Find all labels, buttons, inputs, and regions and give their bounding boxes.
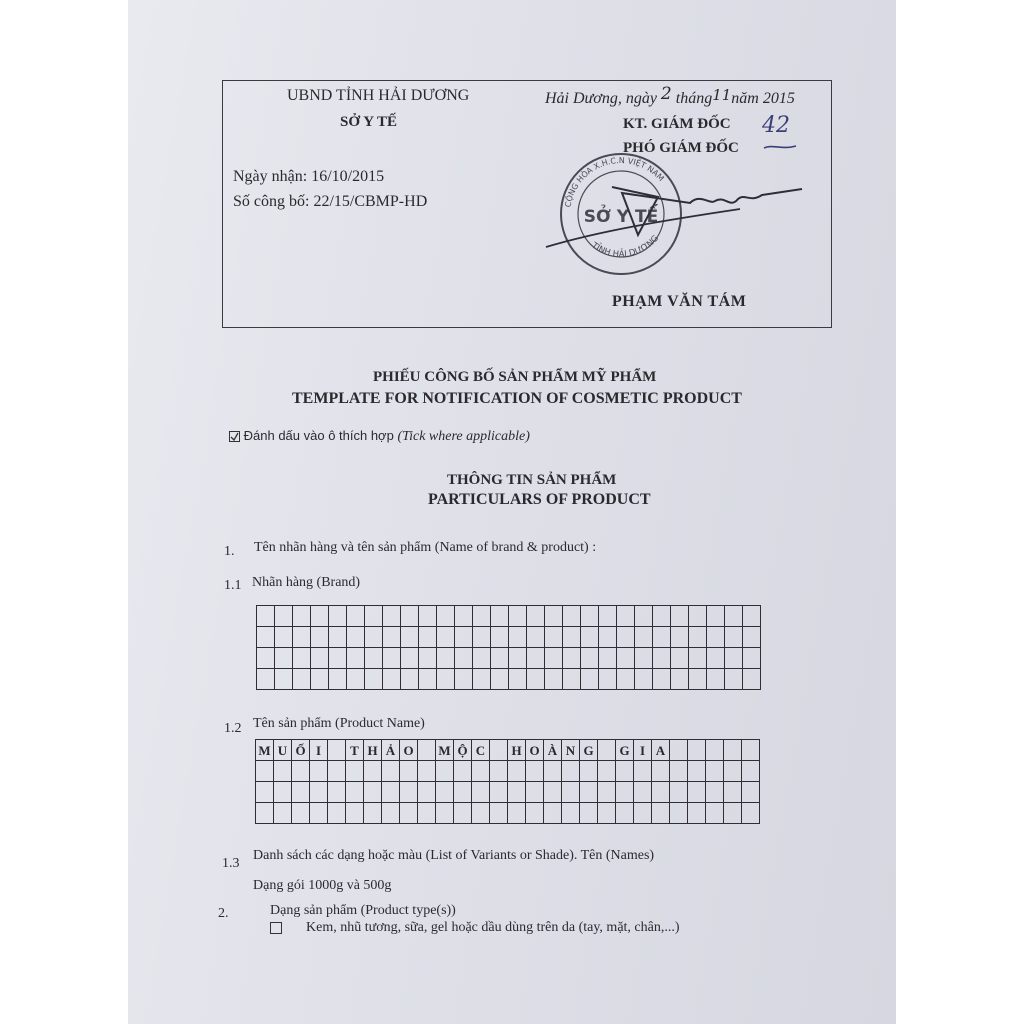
brand-grid-cell (365, 669, 383, 690)
product-grid-cell: Ả (382, 740, 400, 761)
brand-grid-row (257, 627, 761, 648)
form-title-en: TEMPLATE FOR NOTIFICATION OF COSMETIC PRODUCT (292, 390, 742, 407)
brand-grid-cell (581, 606, 599, 627)
product-grid-cell (256, 803, 274, 824)
product-grid-cell (562, 803, 580, 824)
brand-grid-row (257, 669, 761, 690)
brand-grid-cell (293, 606, 311, 627)
brand-grid-cell (311, 648, 329, 669)
brand-grid-cell (311, 606, 329, 627)
brand-grid-cell (545, 669, 563, 690)
product-grid-cell (706, 761, 724, 782)
product-grid-row (256, 740, 760, 761)
brand-grid-cell (257, 669, 275, 690)
brand-grid-cell (473, 627, 491, 648)
product-grid-cell (580, 803, 598, 824)
product-grid-cell (688, 761, 706, 782)
brand-grid-cell (275, 669, 293, 690)
item13-number: 1.3 (222, 856, 240, 871)
brand-grid-cell (545, 648, 563, 669)
product-grid-cell (670, 740, 688, 761)
product-grid-cell: I (634, 740, 652, 761)
product-grid-cell (544, 782, 562, 803)
brand-grid-cell (455, 627, 473, 648)
brand-grid-cell (635, 648, 653, 669)
date-prefix: Hải Dương, ngày (545, 90, 657, 107)
signer-role1: KT. GIÁM ĐỐC (623, 116, 731, 132)
product-grid-cell (346, 761, 364, 782)
date-day: 2 (660, 84, 672, 104)
stamp-text-center: SỞ Y TẾ (583, 207, 659, 227)
product-grid-cell (364, 803, 382, 824)
brand-grid-cell (293, 669, 311, 690)
brand-grid-cell (671, 669, 689, 690)
product-grid-cell (724, 761, 742, 782)
product-grid-cell: I (310, 740, 328, 761)
issue-date (545, 84, 795, 108)
brand-grid-cell (419, 606, 437, 627)
product-grid-cell (490, 803, 508, 824)
product-grid-cell (616, 803, 634, 824)
product-grid-cell (508, 803, 526, 824)
product-grid-cell (598, 740, 616, 761)
product-grid-cell (634, 803, 652, 824)
brand-grid-cell (347, 627, 365, 648)
product-grid-cell (454, 761, 472, 782)
product-grid-cell (670, 761, 688, 782)
brand-grid-cell (689, 627, 707, 648)
product-grid-cell (274, 803, 292, 824)
signer-name: PHẠM VĂN TÁM (612, 293, 747, 310)
product-grid-cell (544, 761, 562, 782)
product-grid-cell (346, 782, 364, 803)
product-grid-cell (346, 803, 364, 824)
product-grid-cell (274, 761, 292, 782)
brand-grid-cell (527, 669, 545, 690)
signer-role2: PHÓ GIÁM ĐỐC (623, 140, 739, 156)
brand-grid-cell (635, 669, 653, 690)
item13-label: Danh sách các dạng hoặc màu (List of Variants or Shade). Tên (Names) (253, 848, 655, 863)
brand-grid-cell (671, 648, 689, 669)
brand-grid-cell (455, 648, 473, 669)
product-grid-cell (310, 761, 328, 782)
product-grid-cell (328, 740, 346, 761)
brand-grid-cell (599, 669, 617, 690)
product-grid-cell (490, 782, 508, 803)
product-grid-cell (418, 761, 436, 782)
item13-value: Dạng gói 1000g và 500g (253, 878, 392, 893)
handwritten-signature (540, 165, 820, 260)
brand-grid-cell (581, 648, 599, 669)
product-grid-cell (490, 761, 508, 782)
brand-grid-cell (599, 606, 617, 627)
date-year-label: năm 2015 (731, 90, 795, 107)
product-grid-cell: G (616, 740, 634, 761)
brand-grid-cell (653, 606, 671, 627)
brand-grid-cell (653, 648, 671, 669)
org-line1: UBND TỈNH HẢI DƯƠNG (287, 87, 470, 104)
product-grid-cell (724, 782, 742, 803)
brand-grid-cell (689, 648, 707, 669)
brand-grid-cell (707, 606, 725, 627)
brand-grid-cell (599, 648, 617, 669)
brand-grid-cell (257, 627, 275, 648)
product-grid-cell (544, 803, 562, 824)
brand-grid-cell (383, 669, 401, 690)
product-grid-cell (256, 761, 274, 782)
product-grid-cell: H (508, 740, 526, 761)
date-month-label: tháng (675, 90, 713, 107)
brand-grid-cell (473, 648, 491, 669)
item11-label: Nhãn hàng (Brand) (252, 575, 361, 590)
product-grid-cell (400, 803, 418, 824)
product-grid-cell (274, 782, 292, 803)
product-grid-cell (436, 803, 454, 824)
product-grid-cell: À (544, 740, 562, 761)
brand-grid-cell (491, 627, 509, 648)
brand-grid-cell (365, 648, 383, 669)
brand-grid-cell (509, 648, 527, 669)
brand-grid-cell (275, 606, 293, 627)
brand-grid-cell (347, 606, 365, 627)
brand-grid-cell (725, 669, 743, 690)
product-grid-cell (742, 740, 760, 761)
product-grid-cell: N (562, 740, 580, 761)
brand-grid-cell (257, 606, 275, 627)
brand-grid-cell (257, 648, 275, 669)
brand-grid-cell (707, 669, 725, 690)
brand-grid-cell (437, 669, 455, 690)
brand-grid-cell (401, 627, 419, 648)
product-grid-cell (436, 782, 454, 803)
product-grid-cell: A (652, 740, 670, 761)
product-grid-cell (688, 803, 706, 824)
brand-grid-cell (401, 606, 419, 627)
brand-grid-cell (401, 669, 419, 690)
item1-label: Tên nhãn hàng và tên sản phẩm (Name of brand & product) : (254, 540, 597, 555)
product-grid-cell (472, 803, 490, 824)
product-grid-cell: T (346, 740, 364, 761)
product-grid-cell (382, 761, 400, 782)
item2-number: 2. (218, 906, 229, 921)
brand-grid-cell (707, 627, 725, 648)
announce-number: Số công bố: 22/15/CBMP-HD (233, 193, 428, 210)
product-grid-cell (418, 803, 436, 824)
product-grid-cell (454, 782, 472, 803)
brand-grid-cell (563, 669, 581, 690)
brand-grid-cell (419, 669, 437, 690)
product-grid-cell (598, 803, 616, 824)
brand-grid-cell (437, 627, 455, 648)
item2-label: Dạng sản phẩm (Product type(s)) (270, 903, 456, 918)
brand-grid-cell (509, 606, 527, 627)
product-grid-cell (742, 761, 760, 782)
product-grid-cell (508, 782, 526, 803)
brand-grid-cell (455, 669, 473, 690)
background-left (0, 0, 128, 1024)
product-grid-cell (328, 803, 346, 824)
product-grid-cell (742, 803, 760, 824)
product-grid-cell (688, 740, 706, 761)
product-grid-cell (724, 740, 742, 761)
brand-grid-row (257, 606, 761, 627)
brand-grid-cell (563, 648, 581, 669)
product-grid-cell (742, 782, 760, 803)
product-grid-cell (526, 761, 544, 782)
received-date: Ngày nhận: 16/10/2015 (233, 168, 385, 185)
brand-grid-cell (383, 627, 401, 648)
brand-grid-cell (545, 627, 563, 648)
product-grid-cell: H (364, 740, 382, 761)
brand-grid-cell (311, 627, 329, 648)
product-grid-cell (688, 782, 706, 803)
brand-grid-cell (437, 606, 455, 627)
item12-label: Tên sản phẩm (Product Name) (253, 716, 425, 731)
product-grid-row (256, 761, 760, 782)
brand-grid-cell (545, 606, 563, 627)
brand-grid-cell (455, 606, 473, 627)
product-grid-cell (418, 740, 436, 761)
product-grid-cell (652, 803, 670, 824)
brand-grid-cell (329, 648, 347, 669)
product-grid-cell (490, 740, 508, 761)
tick-note-en: (Tick where applicable) (397, 429, 530, 444)
brand-grid-cell (671, 627, 689, 648)
brand-grid-cell (635, 606, 653, 627)
form-title-vi: PHIẾU CÔNG BỐ SẢN PHẨM MỸ PHẨM (373, 369, 657, 385)
brand-grid-cell (617, 648, 635, 669)
product-grid-cell (472, 761, 490, 782)
brand-grid-cell (617, 627, 635, 648)
product-grid-cell (616, 761, 634, 782)
brand-grid-cell (725, 606, 743, 627)
product-grid-cell (508, 761, 526, 782)
product-grid-cell (256, 782, 274, 803)
product-grid-cell: U (274, 740, 292, 761)
brand-grid-cell (401, 648, 419, 669)
product-grid-cell (310, 782, 328, 803)
brand-grid-cell (653, 627, 671, 648)
brand-grid-cell (617, 606, 635, 627)
item2-option1[interactable] (270, 920, 680, 936)
product-grid-cell (526, 782, 544, 803)
section-title-en: PARTICULARS OF PRODUCT (428, 491, 651, 508)
brand-grid-cell (491, 606, 509, 627)
product-grid-cell: C (472, 740, 490, 761)
brand-grid-cell (491, 669, 509, 690)
product-grid-cell (292, 761, 310, 782)
brand-grid-cell (329, 606, 347, 627)
product-grid-cell: M (256, 740, 274, 761)
brand-grid-cell (275, 627, 293, 648)
handwritten-mark: 42 (762, 113, 790, 138)
brand-grid-cell (491, 648, 509, 669)
brand-grid-cell (743, 648, 761, 669)
product-grid-cell (706, 782, 724, 803)
brand-grid-cell (365, 627, 383, 648)
stamp-text-bottom: TỈNH HẢI DƯƠNG (589, 233, 662, 260)
brand-grid-cell (509, 627, 527, 648)
brand-grid-cell (563, 627, 581, 648)
product-grid-cell (310, 803, 328, 824)
brand-grid-cell (725, 627, 743, 648)
brand-grid-cell (419, 627, 437, 648)
org-line2: SỞ Y TẾ (340, 114, 397, 130)
brand-grid-cell (383, 648, 401, 669)
brand-grid-cell (293, 627, 311, 648)
product-grid-cell (472, 782, 490, 803)
product-grid-cell (670, 782, 688, 803)
item1-number: 1. (224, 544, 235, 559)
product-grid-cell (364, 782, 382, 803)
brand-grid-cell (365, 606, 383, 627)
brand-grid-cell (527, 627, 545, 648)
brand-grid-cell (599, 627, 617, 648)
section-title-vi: THÔNG TIN SẢN PHẨM (447, 472, 617, 488)
brand-grid-cell (743, 669, 761, 690)
tick-note-vi: Đánh dấu vào ô thích hợp (243, 428, 394, 443)
brand-grid-cell (275, 648, 293, 669)
product-grid-cell (652, 761, 670, 782)
product-grid-cell (328, 761, 346, 782)
product-grid-cell (562, 782, 580, 803)
product-name-grid (255, 739, 760, 824)
date-month: 11 (712, 86, 732, 104)
brand-grid-cell (293, 648, 311, 669)
product-grid-cell (454, 803, 472, 824)
product-grid-cell (652, 782, 670, 803)
product-grid-cell (436, 761, 454, 782)
brand-grid-cell (563, 606, 581, 627)
product-grid-cell: M (436, 740, 454, 761)
brand-grid-cell (347, 648, 365, 669)
brand-grid-cell (311, 669, 329, 690)
item11-number: 1.1 (224, 578, 242, 593)
brand-grid-cell (419, 648, 437, 669)
brand-grid-cell (527, 606, 545, 627)
product-grid-row (256, 803, 760, 824)
brand-grid-cell (347, 669, 365, 690)
item2-option1-label: Kem, nhũ tương, sữa, gel hoặc dầu dùng trên da (tay, mặt, chân,...) (306, 920, 680, 935)
product-grid-cell (580, 782, 598, 803)
brand-grid-cell (329, 627, 347, 648)
product-grid-cell (724, 803, 742, 824)
product-grid-cell (598, 761, 616, 782)
brand-grid-cell (329, 669, 347, 690)
checked-box-icon (229, 431, 240, 442)
product-grid-cell: G (580, 740, 598, 761)
product-grid-cell: Ố (292, 740, 310, 761)
product-grid-cell (364, 761, 382, 782)
product-grid-cell (400, 761, 418, 782)
brand-name-grid (256, 605, 761, 690)
product-grid-cell (634, 782, 652, 803)
product-grid-cell (292, 803, 310, 824)
item12-number: 1.2 (224, 721, 242, 736)
brand-grid-cell (689, 669, 707, 690)
brand-grid-cell (689, 606, 707, 627)
brand-grid-cell (473, 669, 491, 690)
product-grid-cell (382, 782, 400, 803)
handwritten-mark-underline (762, 140, 798, 154)
product-grid-cell (418, 782, 436, 803)
brand-grid-cell (671, 606, 689, 627)
brand-grid-cell (437, 648, 455, 669)
product-grid-cell (580, 761, 598, 782)
brand-grid-cell (383, 606, 401, 627)
brand-grid-cell (725, 648, 743, 669)
brand-grid-cell (707, 648, 725, 669)
tick-note (229, 428, 530, 445)
product-grid-cell (670, 803, 688, 824)
brand-grid-row (257, 648, 761, 669)
brand-grid-cell (743, 606, 761, 627)
brand-grid-cell (509, 669, 527, 690)
brand-grid-cell (473, 606, 491, 627)
brand-grid-cell (527, 648, 545, 669)
product-grid-cell (526, 803, 544, 824)
product-grid-cell (598, 782, 616, 803)
product-grid-cell (562, 761, 580, 782)
product-grid-cell (292, 782, 310, 803)
product-grid-cell (328, 782, 346, 803)
product-grid-cell: O (526, 740, 544, 761)
product-grid-cell (706, 740, 724, 761)
product-grid-row (256, 782, 760, 803)
brand-grid-cell (743, 627, 761, 648)
brand-grid-cell (581, 669, 599, 690)
product-grid-cell: Ộ (454, 740, 472, 761)
product-grid-cell (616, 782, 634, 803)
brand-grid-cell (581, 627, 599, 648)
product-grid-cell (634, 761, 652, 782)
brand-grid-cell (617, 669, 635, 690)
brand-grid-cell (635, 627, 653, 648)
product-grid-cell (400, 782, 418, 803)
unchecked-box-icon[interactable] (270, 922, 282, 934)
background-right (896, 0, 1024, 1024)
product-grid-cell (706, 803, 724, 824)
stamp-text-top: CỘNG HÒA X.H.C.N VIỆT NAM (563, 155, 666, 208)
brand-grid-cell (653, 669, 671, 690)
product-grid-cell (382, 803, 400, 824)
product-grid-cell: O (400, 740, 418, 761)
